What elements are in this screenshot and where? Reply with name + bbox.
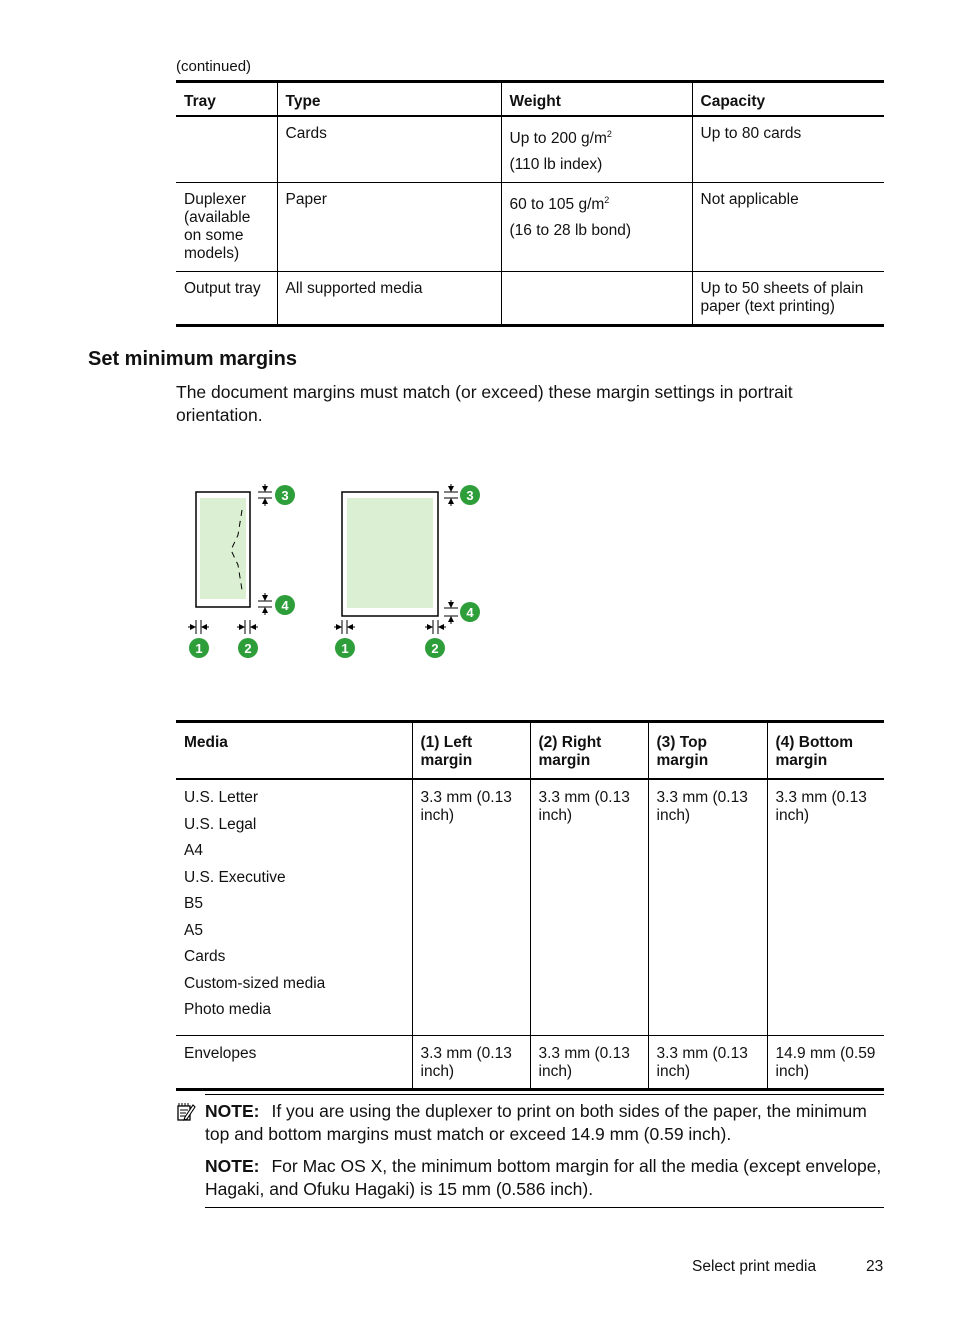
continued-label: (continued) xyxy=(176,58,252,75)
media-item: A5 xyxy=(184,921,203,939)
tray-cell xyxy=(176,116,277,183)
section-title: Set minimum margins xyxy=(88,348,297,370)
callout-4-label: 4 xyxy=(466,605,474,620)
callout-2 xyxy=(238,638,258,658)
callout-2-label: 2 xyxy=(244,641,252,656)
top-margin-cell: 3.3 mm (0.13 inch) xyxy=(648,779,767,1035)
header-type: Type xyxy=(277,82,501,116)
header-left-margin: (1) Left margin xyxy=(412,722,530,780)
callout-1-label: 1 xyxy=(195,641,203,656)
weight-cell xyxy=(501,182,692,271)
media-cell xyxy=(176,779,412,1035)
callout-2-label: 2 xyxy=(431,641,439,656)
right-margin-cell: 3.3 mm (0.13 inch) xyxy=(530,779,648,1035)
media-item: U.S. Executive xyxy=(184,868,286,886)
callout-4 xyxy=(460,602,480,622)
note-text: If you are using the duplexer to print on both sides of the paper, the minimum top and bottom margins must match or exceed 14.9 mm (0.59 inch). xyxy=(205,1101,867,1144)
header-top-margin: (3) Top margin xyxy=(648,722,767,780)
media-item: Custom-sized media xyxy=(184,974,326,992)
note-label: NOTE: xyxy=(205,1156,260,1176)
weight-cell xyxy=(501,116,692,183)
table-row xyxy=(176,182,884,271)
callout-2 xyxy=(425,638,445,658)
note-divider-top xyxy=(205,1094,884,1095)
header-capacity: Capacity xyxy=(692,82,884,116)
weight-value: Up to 200 g/m xyxy=(509,129,607,147)
header-tray: Tray xyxy=(176,82,277,116)
media-item: U.S. Letter xyxy=(184,789,259,806)
callout-1 xyxy=(189,638,209,658)
callout-3-label: 3 xyxy=(281,488,289,503)
callout-4-label: 4 xyxy=(281,598,289,613)
margin-table-header xyxy=(176,722,884,780)
top-margin-cell: 3.3 mm (0.13 inch) xyxy=(648,1035,767,1089)
margin-table xyxy=(176,720,884,1091)
tray-table xyxy=(176,80,884,327)
tray-table-header xyxy=(176,82,884,116)
callout-3-label: 3 xyxy=(466,488,474,503)
table-row xyxy=(176,779,884,1035)
type-cell: Cards xyxy=(277,116,501,183)
header-bottom-margin: (4) Bottom margin xyxy=(767,722,884,780)
media-item: U.S. Legal xyxy=(184,815,257,833)
table-row xyxy=(176,116,884,183)
bottom-margin-cell: 14.9 mm (0.59 inch) xyxy=(767,1035,884,1089)
note-icon xyxy=(176,1102,196,1122)
weight-value: 60 to 105 g/m xyxy=(509,195,605,213)
media-item: Photo media xyxy=(184,1001,272,1018)
table-row xyxy=(176,1035,884,1089)
capacity-cell: Not applicable xyxy=(692,182,884,271)
callout-1 xyxy=(335,638,355,658)
weight-alt: (16 to 28 lb bond) xyxy=(509,221,632,239)
media-item: Cards xyxy=(184,948,226,965)
header-weight: Weight xyxy=(501,82,692,116)
weight-alt: (110 lb index) xyxy=(509,155,603,173)
capacity-cell: Up to 80 cards xyxy=(700,124,802,142)
media-item: B5 xyxy=(184,895,203,912)
note-duplexer xyxy=(205,1100,885,1146)
callout-3 xyxy=(460,485,480,505)
tray-cell: Output tray xyxy=(176,271,277,325)
left-margin-cell: 3.3 mm (0.13 inch) xyxy=(412,779,530,1035)
note-divider-bottom xyxy=(205,1207,884,1208)
right-margin-cell: 3.3 mm (0.13 inch) xyxy=(530,1035,648,1089)
weight-unit-sup: 2 xyxy=(606,128,612,139)
callout-3 xyxy=(275,485,295,505)
note-mac xyxy=(205,1155,885,1201)
weight-cell xyxy=(501,271,692,325)
left-margin-cell: 3.3 mm (0.13 inch) xyxy=(412,1035,530,1089)
note-text: For Mac OS X, the minimum bottom margin for all the media (except envelope, Hagaki, and Ofuku Hagaki) is 15 mm (0.586 inch). xyxy=(205,1156,882,1199)
page-number: 23 xyxy=(866,1258,884,1275)
intro-text: The document margins must match (or exceed) these margin settings in portrait orientation. xyxy=(176,382,793,425)
callout-1-label: 1 xyxy=(341,641,349,656)
bottom-margin-cell: 3.3 mm (0.13 inch) xyxy=(775,789,867,824)
capacity-cell: Up to 50 sheets of plain paper (text printing) xyxy=(692,271,884,325)
header-right-margin: (2) Right margin xyxy=(530,722,648,780)
footer-section: Select print media xyxy=(692,1258,817,1275)
media-item: A4 xyxy=(184,842,203,859)
type-cell: All supported media xyxy=(277,271,501,325)
tray-cell: Duplexer (available on some models) xyxy=(176,182,277,271)
table-row xyxy=(176,271,884,325)
header-media: Media xyxy=(176,722,412,780)
paper-envelope-figure xyxy=(196,492,250,607)
margin-diagram xyxy=(180,470,490,665)
type-cell: Paper xyxy=(277,182,501,271)
note-label: NOTE: xyxy=(205,1101,260,1121)
paper-letter-figure xyxy=(342,492,438,616)
callout-4 xyxy=(275,595,295,615)
weight-unit-sup: 2 xyxy=(604,194,610,205)
media-cell: Envelopes xyxy=(176,1035,412,1089)
